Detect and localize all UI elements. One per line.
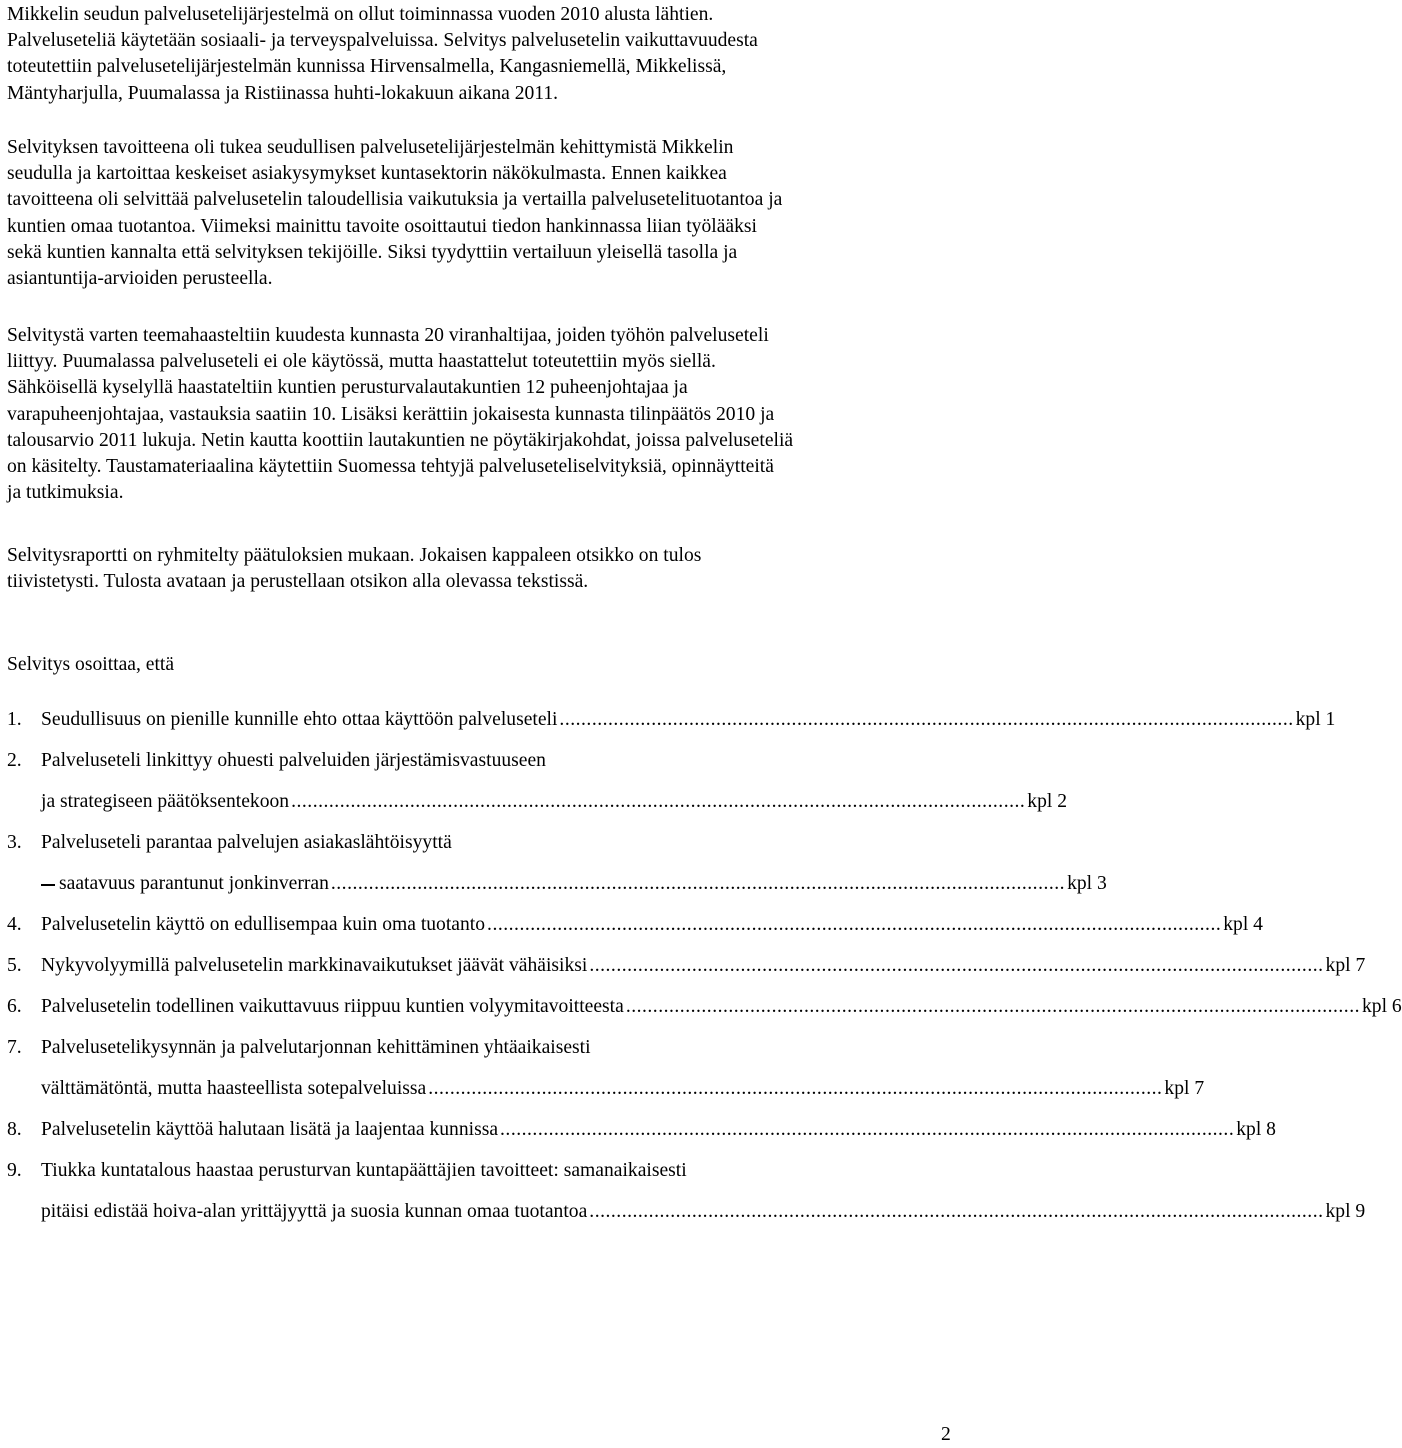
- item-text: ja strategiseen päätöksentekoon: [41, 791, 290, 812]
- text-line: Sähköisellä kyselyllä haastateltiin kuntien perusturvalautakuntien 12 puheenjohtajaa ja: [7, 377, 688, 399]
- item-text: Palveluseteli parantaa palvelujen asiakaslähtöisyyttä: [41, 832, 452, 853]
- item-number: 8.: [7, 1119, 22, 1140]
- item-text: saatavuus parantunut jonkinverran: [59, 873, 329, 894]
- dot-leader: ........................................................................................................................................: [487, 914, 1222, 935]
- list-item: [7, 707, 1336, 733]
- item-text: Palvelusetelikysynnän ja palvelutarjonnan kehittäminen yhtäaikaisesti: [41, 1037, 591, 1058]
- list-item: [7, 953, 1366, 979]
- findings-intro-heading: Selvitys osoittaa, että: [7, 654, 175, 675]
- text-line: Mäntyharjulla, Puumalassa ja Ristiinassa huhti-lokakuun aikana 2011.: [7, 82, 559, 104]
- chapter-ref: kpl 9: [1325, 1201, 1366, 1222]
- item-text: Nykyvolyymillä palvelusetelin markkinavaikutukset jäävät vähäisiksi: [41, 955, 588, 976]
- list-item: [7, 1117, 1276, 1143]
- text-line: Selvitystä varten teemahaasteltiin kuudesta kunnasta 20 viranhaltijaa, joiden työhön palveluseteli: [7, 325, 769, 346]
- item-text: välttämätöntä, mutta haasteellista sotepalveluissa: [41, 1078, 427, 1099]
- dot-leader: ........................................................................................................................................: [500, 1119, 1235, 1140]
- item-number: 5.: [7, 955, 22, 976]
- text-line: Selvitysraportti on ryhmitelty päätuloksien mukaan. Jokaisen kappaleen otsikko on tulos: [7, 545, 702, 566]
- text-line: kuntien omaa tuotantoa. Viimeksi mainittu tavoite osoittautui tiedon hankinnassa liian työlääksi: [7, 215, 757, 237]
- list-item: [7, 912, 1263, 938]
- paragraph-objectives: [7, 135, 955, 292]
- dot-leader: ........................................................................................................................................: [559, 709, 1294, 730]
- item-number: 6.: [7, 996, 22, 1017]
- item-text: Palvelusetelin todellinen vaikuttavuus riippuu kuntien volyymitavoitteesta: [41, 996, 624, 1017]
- dot-leader: ........................................................................................................................................: [589, 1201, 1324, 1222]
- item-number: 7.: [7, 1037, 22, 1058]
- text-line: Palveluseteliä käytetään sosiaali- ja terveyspalveluissa. Selvitys palvelusetelin vaikuttavuudesta: [7, 30, 758, 52]
- text-line: ja tutkimuksia.: [7, 482, 124, 504]
- item-text: Palvelusetelin käyttö on edullisempaa kuin oma tuotanto: [41, 914, 486, 935]
- text-line: Selvityksen tavoitteena oli tukea seudullisen palvelusetelijärjestelmän kehittymistä Mikkelin: [7, 137, 734, 158]
- text-line: liittyy. Puumalassa palveluseteli ei ole käytössä, mutta haastattelut toteutettiin myös siellä.: [7, 351, 716, 373]
- chapter-ref: kpl 7: [1325, 955, 1366, 976]
- item-text: Tiukka kuntatalous haastaa perusturvan kuntapäättäjien tavoitteet: samanaikaisesti: [41, 1160, 687, 1181]
- item-text: pitäisi edistää hoiva-alan yrittäjyyttä ja suosia kunnan omaa tuotantoa: [41, 1201, 588, 1222]
- item-text: Palvelusetelin käyttöä halutaan lisätä ja laajentaa kunnissa: [41, 1119, 499, 1140]
- dot-leader: ........................................................................................................................................: [428, 1078, 1163, 1099]
- item-number: 3.: [7, 832, 22, 853]
- list-item-continuation: [7, 871, 1107, 897]
- item-number: 4.: [7, 914, 22, 935]
- list-item: [7, 830, 927, 856]
- text-line: asiantuntija-arvioiden perusteella.: [7, 268, 273, 290]
- list-item-continuation: [7, 1076, 1205, 1102]
- item-number: 1.: [7, 709, 22, 730]
- page-number: 2: [941, 1424, 951, 1445]
- text-line: on käsitelty. Taustamateriaalina käytettiin Suomessa tehtyjä palveluseteliselvityksiä, opinnäytteitä: [7, 456, 774, 478]
- dash-mark: [41, 884, 55, 886]
- paragraph-structure: [7, 543, 955, 595]
- paragraph-background: [7, 2, 955, 107]
- chapter-ref: kpl 1: [1295, 709, 1336, 730]
- item-number: 9.: [7, 1160, 22, 1181]
- dot-leader: ........................................................................................................................................: [589, 955, 1324, 976]
- item-text: Seudullisuus on pienille kunnille ehto ottaa käyttöön palveluseteli: [41, 709, 558, 730]
- list-item: [7, 748, 927, 774]
- text-line: tavoitteena oli selvittää palvelusetelin taloudellisia vaikutuksia ja vertailla palvelusetelituotantoa ja: [7, 189, 783, 211]
- text-line: talousarvio 2011 lukuja. Netin kautta koottiin lautakuntien ne pöytäkirjakohdat, joissa palveluseteliä: [7, 429, 794, 451]
- item-number: 2.: [7, 750, 22, 771]
- text-line: sekä kuntien kannalta että selvityksen tekijöille. Siksi tyydyttiin vertailuun yleisellä tasolla ja: [7, 241, 738, 263]
- text-line: tiivistetysti. Tulosta avataan ja perustellaan otsikon alla olevassa tekstissä.: [7, 571, 589, 593]
- list-item: [7, 1158, 927, 1184]
- chapter-ref: kpl 3: [1067, 873, 1107, 894]
- paragraph-methods: [7, 323, 955, 506]
- list-item-continuation: [7, 789, 1068, 815]
- chapter-ref: kpl 4: [1223, 914, 1263, 935]
- list-item-continuation: [7, 1199, 1366, 1225]
- item-text: Palveluseteli linkittyy ohuesti palveluiden järjestämisvastuuseen: [41, 750, 546, 771]
- chapter-ref: kpl 8: [1236, 1119, 1276, 1140]
- text-line: seudulla ja kartoittaa keskeiset asiakysymykset kuntasektorin näkökulmasta. Ennen kaikkea: [7, 163, 727, 185]
- chapter-ref: kpl 7: [1164, 1078, 1205, 1099]
- dot-leader: ........................................................................................................................................: [625, 996, 1360, 1017]
- text-line: varapuheenjohtajaa, vastauksia saatiin 10. Lisäksi kerättiin jokaisesta kunnasta tilinpäätös 2010 ja: [7, 403, 775, 425]
- text-line: Mikkelin seudun palvelusetelijärjestelmä on ollut toiminnassa vuoden 2010 alusta lähtien.: [7, 4, 714, 25]
- dot-leader: ........................................................................................................................................: [291, 791, 1026, 812]
- list-item: [7, 994, 1402, 1020]
- chapter-ref: kpl 2: [1027, 791, 1068, 812]
- dot-leader: ........................................................................................................................................: [330, 873, 1066, 894]
- text-line: toteutettiin palvelusetelijärjestelmän kunnissa Hirvensalmella, Kangasniemellä, Mikkelissä,: [7, 56, 727, 78]
- list-item: [7, 1035, 927, 1061]
- chapter-ref: kpl 6: [1362, 996, 1402, 1017]
